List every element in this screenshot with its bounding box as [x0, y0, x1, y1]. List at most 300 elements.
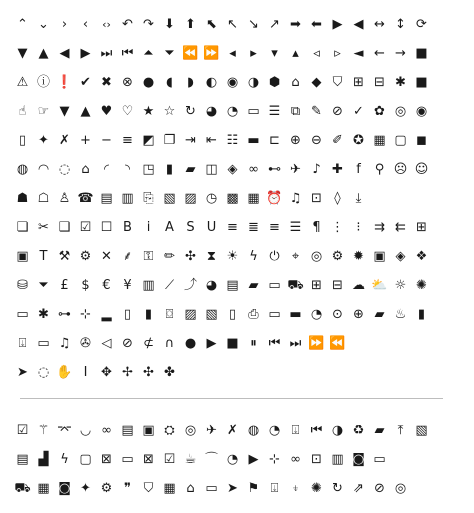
gamepad-icon[interactable]: ⊕ — [353, 307, 364, 322]
dollar-icon[interactable]: $ — [81, 278, 90, 293]
sitemap-icon[interactable]: ⊹ — [80, 307, 91, 322]
external-link-square-icon[interactable]: ⧉ — [290, 104, 301, 119]
window-x-icon[interactable]: ⊠ — [101, 452, 112, 467]
volume-icon[interactable]: ◊ — [334, 191, 341, 206]
info-circle-icon[interactable]: ⓘ — [36, 75, 50, 90]
euro-icon[interactable]: € — [102, 278, 111, 293]
tape-icon[interactable]: ⊙ — [332, 307, 343, 322]
circle-skip-right-icon[interactable]: ⏩ — [203, 46, 220, 61]
satellite-3-icon[interactable]: ✗ — [227, 423, 238, 438]
arrow-up-left-icon[interactable]: ⬉ — [206, 17, 217, 32]
bookmark-icon[interactable]: ▮ — [165, 162, 174, 177]
pin-icon[interactable]: ✦ — [80, 481, 91, 496]
chevron-right-icon[interactable]: › — [61, 17, 68, 32]
newspaper-icon[interactable]: ▨ — [184, 191, 197, 206]
wifi-signal-icon[interactable]: ◡ — [79, 423, 92, 438]
window-blank-icon[interactable]: ▢ — [79, 452, 92, 467]
tag-icon[interactable]: ◈ — [227, 162, 238, 177]
document-minus-icon[interactable]: − — [101, 133, 112, 148]
globe-lock-icon[interactable]: ◍ — [247, 423, 260, 438]
calendar-2-icon[interactable]: ▦ — [163, 481, 176, 496]
hanger-icon[interactable]: ⌒ — [204, 452, 218, 467]
square-solid-icon[interactable]: ■ — [415, 46, 428, 61]
scissors-icon[interactable]: ✂ — [38, 220, 49, 235]
warning-triangle-icon[interactable]: ⚠ — [16, 75, 29, 90]
play-icon[interactable]: ▶ — [206, 336, 217, 351]
square-skip-left-icon[interactable]: ⏮ — [121, 46, 134, 61]
code-brackets-icon[interactable]: ‹› — [102, 18, 111, 31]
window-solid-icon[interactable]: ◼ — [416, 133, 427, 148]
coffee-cup-icon[interactable]: ☕ — [184, 452, 197, 467]
pencil-icon[interactable]: ✏ — [164, 249, 175, 264]
headphones-icon[interactable]: ∩ — [164, 336, 175, 351]
circle-chevron-left-icon[interactable]: ◂ — [229, 46, 236, 61]
check-circle-icon[interactable]: ✔ — [80, 75, 91, 90]
address-book-icon[interactable]: ▤ — [100, 191, 113, 206]
feed-icon[interactable]: ◜ — [103, 162, 110, 177]
camera-icon[interactable]: ⌼ — [165, 307, 174, 322]
search-icon[interactable]: ⚲ — [374, 162, 385, 177]
outdent-icon[interactable]: ⇇ — [395, 220, 406, 235]
phone-cell-icon[interactable]: ▮ — [144, 307, 153, 322]
window-x-2-icon[interactable]: ⊠ — [143, 452, 154, 467]
database-icon[interactable]: ⛁ — [17, 278, 28, 293]
bug-icon[interactable]: ✱ — [38, 307, 49, 322]
glasses-icon[interactable]: ∞ — [290, 452, 301, 467]
bar-chart-icon[interactable]: ▥ — [142, 278, 155, 293]
tools-icon[interactable]: ⚙ — [79, 249, 92, 264]
folder-minus-icon[interactable]: ⊖ — [311, 133, 322, 148]
undo-arrow-icon[interactable]: ↶ — [122, 17, 133, 32]
comment-lines-icon[interactable]: ☰ — [268, 104, 281, 119]
satellite-2-icon[interactable]: ✈ — [206, 423, 217, 438]
mobile-icon[interactable]: ▯ — [123, 307, 132, 322]
recycle-icon[interactable]: ♻ — [352, 423, 365, 438]
on-button-icon[interactable]: ◙ — [352, 452, 365, 467]
hand-point-right-icon[interactable]: ☞ — [37, 104, 50, 119]
circle-chevron-down-icon[interactable]: ⏷ — [164, 46, 175, 61]
film-reel-icon[interactable]: ✇ — [80, 336, 91, 351]
move-2-icon[interactable]: ✢ — [122, 365, 133, 380]
square-triangle-left-icon[interactable]: ◃ — [313, 46, 320, 61]
magic-wand-icon[interactable]: ⚚ — [37, 423, 50, 438]
hand-point-icon[interactable]: ☝ — [18, 104, 27, 119]
lock-icon[interactable]: ⊡ — [311, 191, 322, 206]
mic-off-icon[interactable]: ⊄ — [143, 336, 154, 351]
pause-icon[interactable]: ⏸ — [250, 336, 257, 351]
plus-square-icon[interactable]: ⊞ — [353, 75, 364, 90]
bell-icon[interactable]: ♫ — [289, 191, 302, 206]
paste-icon[interactable]: ❏ — [16, 220, 29, 235]
television-icon[interactable]: ▬ — [289, 307, 302, 322]
brush-icon[interactable]: ⸙ — [122, 249, 133, 264]
download-icon[interactable]: ⤓ — [355, 191, 362, 206]
circle-arrow-left-icon[interactable]: ← — [374, 46, 385, 61]
hourglass-icon[interactable]: ⧗ — [206, 249, 217, 264]
stairs-icon[interactable]: ▟ — [38, 452, 49, 467]
arrow-right-icon[interactable]: ➡ — [290, 17, 301, 32]
document-plus-icon[interactable]: + — [80, 133, 91, 148]
window-check-icon[interactable]: ☑ — [163, 452, 176, 467]
drop-right-icon[interactable]: ◗ — [187, 75, 194, 90]
lightbulb-icon[interactable]: ☀ — [226, 249, 239, 264]
cloud-icon[interactable]: ☁ — [352, 278, 365, 293]
rss-square-icon[interactable]: ◳ — [142, 162, 155, 177]
chat-bubbles-icon[interactable]: ◔ — [226, 104, 239, 119]
document-star-icon[interactable]: ✦ — [38, 133, 49, 148]
move-3-icon[interactable]: ✣ — [143, 365, 154, 380]
circle-chevron-right-icon[interactable]: ▸ — [250, 46, 257, 61]
square-triangle-right-icon[interactable]: ▹ — [334, 46, 341, 61]
lightning-icon[interactable]: ϟ — [249, 249, 258, 264]
speech-bubble-icon[interactable]: ◕ — [205, 104, 218, 119]
send-icon[interactable]: ➤ — [227, 481, 238, 496]
star-outline-icon[interactable]: ☆ — [163, 104, 176, 119]
refresh-swirl-icon[interactable]: ⟳ — [416, 17, 427, 32]
square-triangle-down-icon[interactable]: ▾ — [271, 46, 278, 61]
shield-down-icon[interactable]: ⛉ — [332, 75, 343, 90]
calculator-icon[interactable]: ▤ — [226, 278, 239, 293]
suitcase-icon[interactable]: ▰ — [248, 278, 259, 293]
square-triangle-up-icon[interactable]: ▴ — [292, 46, 299, 61]
gear-badge-icon[interactable]: ✿ — [374, 104, 385, 119]
frown-icon[interactable]: ☹ — [393, 162, 408, 177]
quote-icon[interactable]: ❞ — [124, 481, 131, 496]
tiktok-note-icon[interactable]: ♪ — [312, 162, 321, 177]
icon-row — [12, 445, 432, 474]
folder-open-icon[interactable]: ⊏ — [269, 133, 280, 148]
mic-2-icon[interactable]: ⍖ — [291, 481, 300, 496]
text-height-icon[interactable]: A — [165, 220, 174, 235]
image-icon[interactable]: ▨ — [184, 307, 197, 322]
tag-solid-icon[interactable]: ◆ — [311, 75, 322, 90]
document-import-icon[interactable]: ⇤ — [206, 133, 217, 148]
filter-icon[interactable]: ⏷ — [38, 278, 49, 293]
folder-plus-icon[interactable]: ⊕ — [290, 133, 301, 148]
checkbox-checked-icon[interactable]: ☑ — [79, 220, 92, 235]
window-icon[interactable]: ▢ — [394, 133, 407, 148]
terminal-icon[interactable]: ▭ — [121, 452, 134, 467]
checklist-icon[interactable]: ☑ — [16, 423, 29, 438]
document-export-icon[interactable]: ⇥ — [185, 133, 196, 148]
spinner-icon[interactable]: ✺ — [311, 481, 322, 496]
star-burst-icon[interactable]: ✺ — [416, 278, 427, 293]
arrow-up-left-bold-icon[interactable]: ↖ — [227, 17, 238, 32]
circle-solid-icon[interactable]: ● — [142, 75, 155, 90]
globe-2-icon[interactable]: ◌ — [58, 162, 71, 177]
calendar-day-icon[interactable]: ▩ — [226, 191, 239, 206]
broadcast-icon[interactable]: ◎ — [184, 423, 197, 438]
hammer-wrench-icon[interactable]: ✕ — [101, 249, 112, 264]
line-chart-icon[interactable]: ⟋ — [164, 278, 175, 293]
tag-right-icon[interactable]: ▶ — [332, 17, 343, 32]
document-lines-icon[interactable]: ≡ — [122, 133, 133, 148]
folder-star-icon[interactable]: ✪ — [353, 133, 364, 148]
twitter-bird-icon[interactable]: ✈ — [290, 162, 301, 177]
square-chevron-down-icon[interactable]: ▼ — [17, 46, 28, 61]
document-list-icon[interactable]: ☷ — [226, 133, 239, 148]
layers-2-icon[interactable]: ▤ — [16, 452, 29, 467]
record-icon[interactable]: ● — [184, 336, 197, 351]
target-icon[interactable]: ◎ — [310, 249, 323, 264]
speaker-icon[interactable]: ◁ — [101, 336, 112, 351]
chevron-up-icon[interactable]: ⌃ — [17, 17, 28, 32]
table-icon[interactable]: ⊞ — [416, 220, 427, 235]
square-chevron-up-icon[interactable]: ▲ — [38, 46, 49, 61]
crosshair-icon[interactable]: ⌖ — [291, 249, 300, 264]
shopping-bag-icon[interactable]: ▰ — [374, 307, 385, 322]
close-circle-icon[interactable]: ⊗ — [122, 75, 133, 90]
sd-card-icon[interactable]: ▤ — [121, 423, 134, 438]
home-icon[interactable]: ⌂ — [81, 162, 90, 177]
user-icon[interactable]: ☗ — [16, 191, 29, 206]
chevron-left-icon[interactable]: ‹ — [82, 17, 89, 32]
eye-solid-icon[interactable]: ◉ — [415, 104, 428, 119]
arrow-down-right-icon[interactable]: ↘ — [248, 17, 259, 32]
thumbs-down-icon[interactable]: ▼ — [59, 104, 70, 119]
speech-round-icon[interactable]: ◉ — [226, 75, 239, 90]
icon-row — [12, 329, 432, 358]
edit-square-icon[interactable]: ✎ — [311, 104, 322, 119]
printer-icon[interactable]: ⎙ — [248, 307, 259, 322]
text-cursor-icon[interactable]: I — [83, 365, 88, 380]
settings-icon[interactable]: ⚙ — [100, 481, 113, 496]
link-icon[interactable]: ∞ — [248, 162, 259, 177]
eye-slash-icon[interactable]: ◎ — [394, 481, 407, 496]
drop-left-icon[interactable]: ◖ — [166, 75, 173, 90]
align-justify-icon[interactable]: ☰ — [289, 220, 302, 235]
speech-bubble-2-icon[interactable]: ◙ — [58, 481, 71, 496]
pie-slice-icon[interactable]: ◑ — [331, 423, 344, 438]
skip-forward-icon[interactable]: ⏭ — [289, 336, 302, 351]
speed-icon[interactable]: ◔ — [226, 452, 239, 467]
bookmark-solid-icon[interactable]: ▰ — [185, 162, 196, 177]
arrow-left-icon[interactable]: ⬅ — [311, 17, 322, 32]
fire-icon[interactable]: ♨ — [394, 307, 407, 322]
star-solid-icon[interactable]: ★ — [142, 104, 155, 119]
network-2-icon[interactable]: ⊹ — [269, 452, 280, 467]
fast-forward-icon[interactable]: ⏩ — [308, 336, 325, 351]
skip-back-icon[interactable]: ⏮ — [268, 336, 281, 351]
sim-card-icon[interactable]: ▣ — [142, 423, 155, 438]
move-icon[interactable]: ✥ — [101, 365, 112, 380]
off-button-icon[interactable]: ▭ — [373, 452, 386, 467]
calendar-grid-icon[interactable]: ▦ — [247, 191, 260, 206]
upload-icon[interactable]: ⤒ — [397, 423, 404, 438]
rss-icon[interactable]: ◠ — [37, 162, 50, 177]
circle-triangle-left-icon[interactable]: ◄ — [353, 46, 364, 61]
arrow-up-right-icon[interactable]: ↗ — [269, 17, 280, 32]
laptop-box-icon[interactable]: ▭ — [16, 307, 29, 322]
speech-left-icon[interactable]: ◐ — [205, 75, 218, 90]
sun-icon[interactable]: ☼ — [394, 278, 407, 293]
align-left-icon[interactable]: ≡ — [227, 220, 238, 235]
tag-left-icon[interactable]: ◀ — [353, 17, 364, 32]
folder-icon[interactable]: ▬ — [247, 133, 260, 148]
satellite-icon[interactable]: ⛭ — [164, 423, 175, 438]
box-icon[interactable]: ▣ — [373, 249, 386, 264]
circle-arrow-right-icon[interactable]: → — [395, 46, 406, 61]
repeat-icon[interactable]: ↻ — [332, 481, 343, 496]
align-right-icon[interactable]: ≡ — [269, 220, 280, 235]
wrench-icon[interactable]: ⚒ — [58, 249, 71, 264]
square-solid-2-icon[interactable]: ■ — [415, 75, 428, 90]
yen-icon[interactable]: ¥ — [123, 278, 132, 293]
bubble-up-icon[interactable]: ⬢ — [268, 75, 281, 90]
voicemail-icon[interactable]: ∞ — [101, 423, 112, 438]
puzzle-solid-icon[interactable]: ✣ — [185, 249, 196, 264]
book-icon[interactable]: ◫ — [205, 162, 218, 177]
picture-icon[interactable]: ▧ — [205, 307, 218, 322]
bold-icon[interactable]: B — [123, 220, 132, 235]
double-arrow-horizontal-icon[interactable]: ↔ — [374, 17, 385, 32]
user-plus-icon[interactable]: ♙ — [58, 191, 71, 206]
grid-2-icon[interactable]: ⊟ — [332, 278, 343, 293]
underline-icon[interactable]: U — [206, 220, 217, 235]
smile-icon[interactable]: ☺ — [414, 162, 429, 177]
refresh-icon[interactable]: ↻ — [185, 104, 196, 119]
trend-chart-icon[interactable]: ⤴ — [183, 278, 197, 293]
list-ordered-icon[interactable]: ⋮ — [331, 220, 344, 235]
pie-chart-icon[interactable]: ◕ — [205, 278, 218, 293]
circle-skip-left-icon[interactable]: ⏪ — [182, 46, 199, 61]
cubes-icon[interactable]: ◈ — [395, 249, 406, 264]
truck-icon[interactable]: ⛟ — [14, 481, 31, 496]
clock-icon[interactable]: ◷ — [205, 191, 218, 206]
monitor-icon[interactable]: ▭ — [268, 307, 281, 322]
cursor-arrow-icon[interactable]: ➤ — [17, 365, 28, 380]
indent-icon[interactable]: ⇉ — [374, 220, 385, 235]
stop-icon[interactable]: ■ — [226, 336, 239, 351]
barcode-icon[interactable]: ▥ — [331, 452, 344, 467]
globe-icon[interactable]: ◍ — [16, 162, 29, 177]
square-chevron-right-icon[interactable]: ▶ — [80, 46, 91, 61]
microphone-icon[interactable]: ⍗ — [18, 336, 27, 351]
signpost-icon[interactable]: ⚑ — [247, 481, 260, 496]
gears-icon[interactable]: ✹ — [353, 249, 364, 264]
minus-square-icon[interactable]: ⊟ — [374, 75, 385, 90]
calendar-icon[interactable]: ▦ — [373, 133, 386, 148]
document-x-icon[interactable]: ✗ — [59, 133, 70, 148]
heart-solid-icon[interactable]: ♥ — [100, 104, 113, 119]
contact-card-icon[interactable]: ▥ — [121, 191, 134, 206]
document-copy-icon[interactable]: ❐ — [163, 133, 176, 148]
ban-2-icon[interactable]: ⊘ — [374, 481, 385, 496]
microphone-2-icon[interactable]: ⍗ — [291, 423, 300, 438]
italic-icon[interactable]: i — [146, 220, 151, 235]
list-unordered-icon[interactable]: ⁝ — [356, 220, 361, 235]
cloud-solid-icon[interactable]: ⛅ — [371, 278, 388, 293]
square-skip-right-icon[interactable]: ⏭ — [100, 46, 113, 61]
ban-icon[interactable]: ⊘ — [332, 104, 343, 119]
chevron-down-icon[interactable]: ⌄ — [38, 17, 49, 32]
mic-icon[interactable]: ⍗ — [270, 481, 279, 496]
youtube-icon[interactable]: ▶ — [248, 452, 259, 467]
laptop-icon[interactable]: ▭ — [205, 481, 218, 496]
comment-icon[interactable]: ▭ — [247, 104, 260, 119]
alarm-clock-icon[interactable]: ⏰ — [266, 191, 283, 206]
share-icon[interactable]: ⇗ — [353, 481, 364, 496]
text-T-icon[interactable]: T — [39, 249, 48, 264]
users-icon[interactable]: ☖ — [37, 191, 50, 206]
speech-right-icon[interactable]: ◑ — [247, 75, 260, 90]
heart-outline-icon[interactable]: ♡ — [121, 104, 134, 119]
hand-grab-icon[interactable]: ✋ — [56, 365, 73, 380]
strikethrough-icon[interactable]: S — [186, 220, 195, 235]
lasso-icon[interactable]: ◌ — [37, 365, 50, 380]
circle-chevron-up-icon[interactable]: ⏶ — [143, 46, 154, 61]
gear-2-icon[interactable]: ⚙ — [331, 249, 344, 264]
checkmark-icon[interactable]: ✓ — [353, 104, 364, 119]
house-tag-icon[interactable]: ⌂ — [291, 75, 300, 90]
grid-icon[interactable]: ⊞ — [311, 278, 322, 293]
move-4-icon[interactable]: ✤ — [164, 365, 175, 380]
music-note-icon[interactable]: ♫ — [58, 336, 71, 351]
inbox-icon[interactable]: ⎘ — [143, 191, 154, 206]
phone-icon[interactable]: ☎ — [77, 191, 94, 206]
shopping-cart-icon[interactable]: ⛟ — [287, 278, 304, 293]
arrow-down-icon[interactable]: ⬇ — [164, 17, 175, 32]
skip-prev-icon[interactable]: ⏮ — [310, 423, 323, 438]
double-arrow-vertical-icon[interactable]: ↕ — [395, 17, 406, 32]
grid-3-icon[interactable]: ▦ — [37, 481, 50, 496]
puzzle-icon[interactable]: ✚ — [332, 162, 343, 177]
house-2-icon[interactable]: ⌂ — [186, 481, 195, 496]
link-2-icon[interactable]: ⊷ — [268, 162, 281, 177]
network-icon[interactable]: ⊶ — [58, 307, 71, 322]
battery-icon[interactable]: ▮ — [417, 307, 426, 322]
asterisk-circle-icon[interactable]: ✱ — [395, 75, 406, 90]
pound-icon[interactable]: £ — [60, 278, 69, 293]
landscape-icon[interactable]: ▧ — [415, 423, 428, 438]
layers-icon[interactable]: ❖ — [415, 249, 428, 264]
shield-icon[interactable]: ⛉ — [143, 481, 154, 496]
document-fold-icon[interactable]: ◩ — [142, 133, 155, 148]
unlock-icon[interactable]: ⊡ — [311, 452, 322, 467]
power-icon[interactable]: ⏻ — [269, 249, 280, 264]
mute-icon[interactable]: ⊘ — [122, 336, 133, 351]
donut-chart-icon[interactable]: ◔ — [268, 423, 281, 438]
clipboard-icon[interactable]: ❑ — [58, 220, 71, 235]
redo-arrow-icon[interactable]: ↷ — [143, 17, 154, 32]
rewind-icon[interactable]: ⏪ — [329, 336, 346, 351]
align-center-icon[interactable]: ≣ — [248, 220, 259, 235]
square-chevron-left-icon[interactable]: ◀ — [59, 46, 70, 61]
monitor-2-icon[interactable]: ▭ — [37, 336, 50, 351]
router-icon[interactable]: ⌤ — [57, 423, 72, 438]
facebook-icon[interactable]: f — [356, 162, 361, 177]
tablet-icon[interactable]: ▯ — [228, 307, 237, 322]
signal-icon[interactable]: ▂ — [101, 307, 112, 322]
arrow-up-icon[interactable]: ⬆ — [185, 17, 196, 32]
checkbox-empty-icon[interactable]: ☐ — [100, 220, 113, 235]
exclamation-circle-icon[interactable]: ❗ — [56, 75, 73, 90]
thumbs-up-icon[interactable]: ▲ — [80, 104, 91, 119]
eye-icon[interactable]: ◎ — [394, 104, 407, 119]
wifi-icon[interactable]: ◝ — [124, 162, 131, 177]
close-x-icon[interactable]: ✖ — [101, 75, 112, 90]
key-icon[interactable]: ⚿ — [143, 249, 154, 264]
folder-edit-icon[interactable]: ✐ — [332, 133, 343, 148]
floppy-disk-icon[interactable]: ▣ — [16, 249, 29, 264]
lightning-2-icon[interactable]: ϟ — [60, 452, 69, 467]
paragraph-icon[interactable]: ¶ — [312, 220, 321, 235]
hand-bag-icon[interactable]: ▰ — [374, 423, 385, 438]
document-icon[interactable]: ▯ — [18, 133, 27, 148]
mouse-icon[interactable]: ◔ — [310, 307, 323, 322]
credit-card-icon[interactable]: ▭ — [268, 278, 281, 293]
id-card-icon[interactable]: ▧ — [163, 191, 176, 206]
